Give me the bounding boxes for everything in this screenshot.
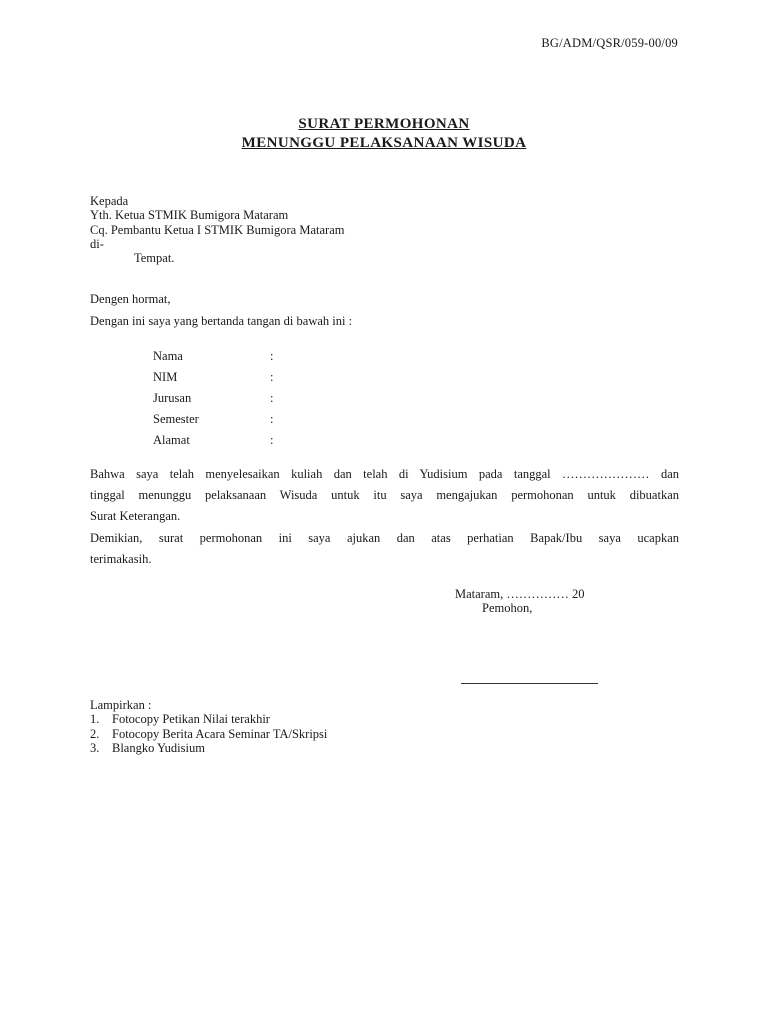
body-paragraph-1 [90, 464, 679, 527]
paragraph-line: terimakasih. [90, 552, 152, 566]
address-to: Kepada [90, 194, 129, 208]
signature-line [461, 683, 598, 684]
attachment-text: Fotocopy Petikan Nilai terakhir [112, 712, 270, 726]
attachment-item [90, 712, 270, 727]
document-title-line-1: SURAT PERMOHONAN [298, 116, 470, 132]
paragraph-line: Bahwa saya telah menyelesaikan kuliah dan telah di Yudisium pada tanggal ………………… dan [90, 467, 679, 481]
paragraph-line: tinggal menunggu pelaksanaan Wisuda untuk itu saya mengajukan permohonan untuk dibuatkan [90, 488, 679, 502]
attachment-text: Blangko Yudisium [112, 741, 205, 755]
attachment-number: 3. [90, 741, 100, 755]
paragraph-line: Surat Keterangan. [90, 509, 181, 523]
paragraph-line: Demikian, surat permohonan ini saya ajukan dan atas perhatian Bapak/Ibu saya ucapkan [90, 531, 679, 545]
greeting: Dengen hormat, [90, 292, 171, 306]
attachments-heading: Lampirkan : [90, 698, 152, 712]
field-colon-semester: : [270, 412, 274, 426]
field-label-semester: Semester [153, 412, 199, 426]
field-colon-jurusan: : [270, 391, 274, 405]
field-label-nama: Nama [153, 349, 183, 363]
field-label-nim: NIM [153, 370, 178, 384]
field-label-jurusan: Jurusan [153, 391, 192, 405]
attachment-item [90, 741, 205, 756]
document-title-line-2: MENUNGGU PELAKSANAAN WISUDA [241, 135, 527, 151]
field-colon-alamat: : [270, 433, 274, 447]
field-label-alamat: Alamat [153, 433, 190, 447]
address-cq: Cq. Pembantu Ketua I STMIK Bumigora Mataram [90, 223, 345, 237]
body-paragraph-2 [90, 528, 679, 570]
attachment-text: Fotocopy Berita Acara Seminar TA/Skripsi [112, 727, 328, 741]
field-colon-nim: : [270, 370, 274, 384]
attachment-item [90, 727, 327, 742]
attachment-number: 2. [90, 727, 100, 741]
signature-place-date: Mataram, …………… 20 [455, 587, 585, 601]
address-di: di- [90, 237, 104, 251]
address-place: Tempat. [134, 251, 175, 265]
intro-text: Dengan ini saya yang bertanda tangan di bawah ini : [90, 314, 353, 328]
address-recipient: Yth. Ketua STMIK Bumigora Mataram [90, 208, 289, 222]
signature-role: Pemohon, [482, 601, 533, 615]
field-colon-nama: : [270, 349, 274, 363]
attachment-number: 1. [90, 712, 100, 726]
document-code: BG/ADM/QSR/059-00/09 [541, 36, 678, 50]
